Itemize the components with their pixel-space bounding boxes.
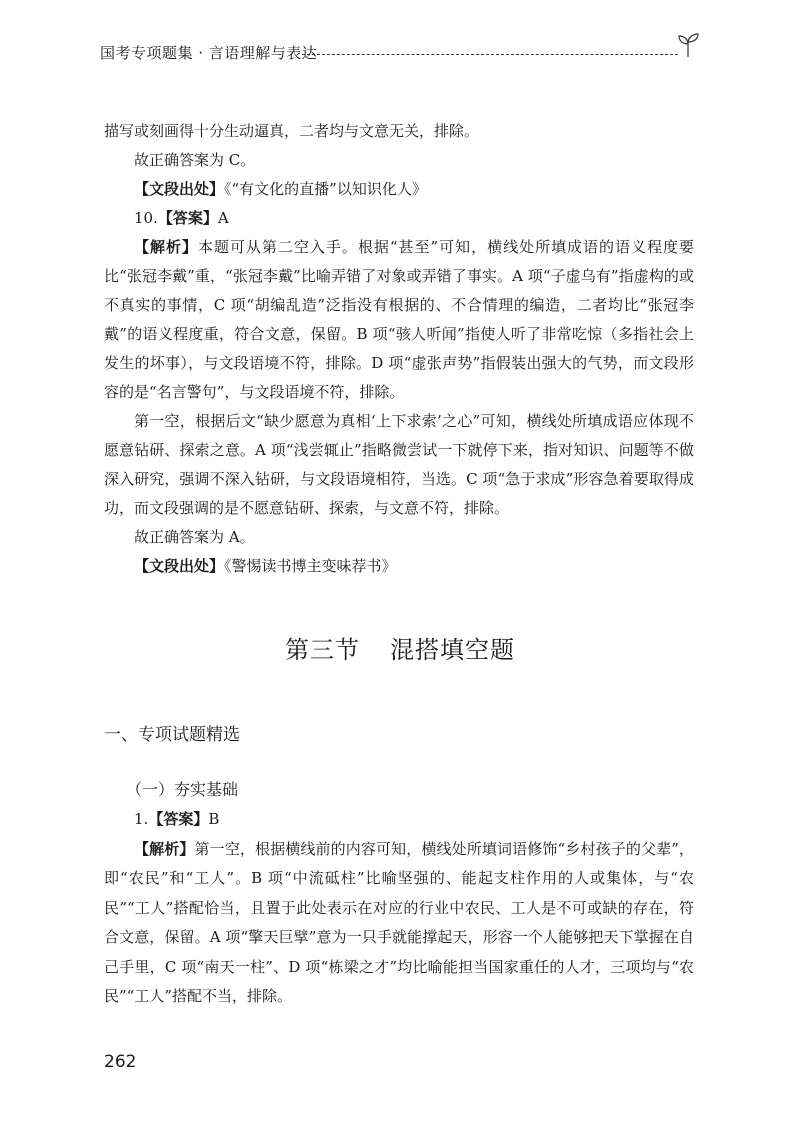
running-header	[100, 40, 700, 70]
answer-explanations-part2	[104, 805, 694, 1012]
answer-value: A	[217, 209, 229, 227]
analysis-label: 【解析】	[134, 839, 195, 858]
analysis-label: 【解析】	[134, 238, 198, 256]
sprout-icon	[676, 32, 700, 58]
source-text: 《警惕读书博主变味荐书》	[224, 557, 397, 575]
source-label: 【文段出处】	[134, 557, 225, 575]
question-number: 1.	[134, 810, 149, 828]
analysis-paragraph	[104, 233, 694, 407]
section-number: 第三节	[285, 636, 360, 664]
answer-value: B	[208, 810, 220, 828]
header-title: 国考专项题集 · 言语理解与表达	[100, 44, 318, 62]
answer-label: 【答案】	[157, 209, 218, 227]
paragraph: 描写或刻画得十分生动逼真，二者均与文意无关，排除。	[104, 122, 480, 140]
paragraph: 故正确答案为 A。	[134, 528, 255, 546]
source-text: 《“有文化的直播”以知识化人》	[224, 180, 427, 198]
page-number: 262	[104, 1052, 137, 1072]
question-number: 10.	[134, 209, 158, 227]
paragraph: 故正确答案为 C。	[134, 151, 256, 169]
paragraph: 第一空，根据后文“缺少愿意为真相‘上下求索’之心”可知，横线处所填成语应体现不愿意钻研、探索之意。A 项“浅尝辄止”指略微尝试一下就停下来，指对知识、问题等不做深入研究，强调不深入钻研，与文段语境相符，当选。C 项“急于求成”形容急着要取得成功，而文段强调的是不愿意钻研、探索，与文意不符，排除。	[104, 412, 694, 517]
source-label: 【文段出处】	[134, 180, 225, 198]
answer-label: 【答案】	[148, 810, 209, 828]
analysis-paragraph	[104, 835, 694, 1012]
answer-line	[104, 204, 694, 233]
answer-line	[104, 805, 694, 835]
source-line	[104, 175, 694, 204]
subsection-heading: 一、专项试题精选	[104, 725, 240, 745]
section-name: 混搭填空题	[390, 636, 515, 664]
source-line	[104, 552, 694, 581]
section-title	[0, 630, 800, 665]
analysis-text: 本题可从第二空入手。根据“甚至”可知，横线处所填成语的语义程度要比“张冠李戴”重，“张冠李戴”比喻弄错了对象或弄错了事实。A 项“子虚乌有”指虚构的或不真实的事情，C 项“胡编乱造”泛指没有根据的、不合情理的编造，二者均比“张冠李戴”的语义程度重，符合文意，保留。B 项“骇人听闻”指使人听了非常吃惊（多指社会上发生的坏事），与文段语境不符，排除。D 项“虚张声势”指假装出强大的气势，而文段形容的是“名言警句”，与文段语境不符，排除。	[104, 238, 694, 401]
header-dashed-rule	[302, 54, 678, 55]
subsubsection-heading: （一）夯实基础	[126, 780, 239, 799]
answer-explanations-part1	[104, 117, 694, 581]
analysis-text: 第一空，根据横线前的内容可知，横线处所填词语修饰“乡村孩子的父辈”，即“农民”和“工人”。B 项“中流砥柱”比喻坚强的、能起支柱作用的人或集体，与“农民”“工人”搭配恰当，且置于此处表示在对应的行业中农民、工人是不可或缺的存在，符合文意，保留。A 项“擎天巨擘”意为一只手就能撑起天，形容一个人能够把天下掌握在自己手里，C 项“南天一柱”、D 项“栋梁之才”均比喻能担当国家重任的人才，三项均与“农民”“工人”搭配不当，排除。	[104, 839, 694, 1005]
